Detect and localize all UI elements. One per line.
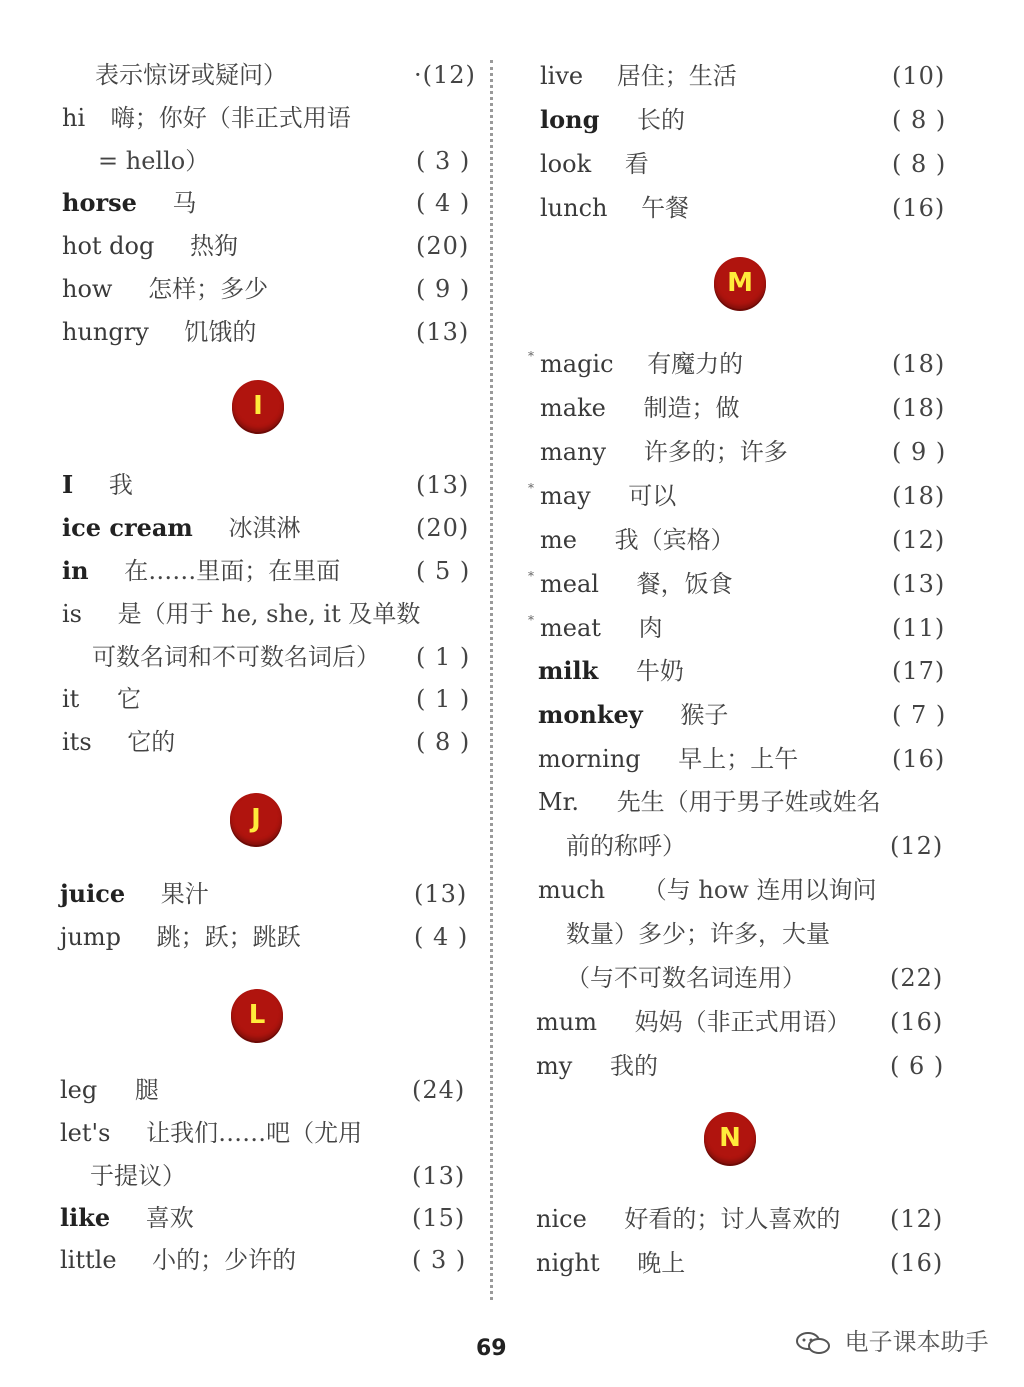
entry-page: ( 8 )	[892, 150, 947, 178]
entry-meaning: 午餐	[641, 194, 690, 222]
entry-meaning: 餐，饭食	[636, 570, 733, 598]
entry-page: ( 1 )	[416, 643, 471, 671]
entry-meaning: 果汁	[160, 880, 209, 908]
entry-meaning: 看	[624, 150, 649, 178]
entry-word: nice	[536, 1205, 587, 1233]
entry-page: (11)	[892, 614, 946, 642]
entry-word: many	[540, 438, 607, 466]
entry-page: (18)	[892, 350, 946, 378]
list-item	[528, 608, 663, 648]
entry-meaning: 怎样；多少	[148, 275, 269, 303]
entry-word: make	[540, 394, 606, 422]
entry-meaning: 肉	[638, 614, 663, 642]
list-item	[62, 508, 300, 548]
entry-meaning: 制造；做	[643, 394, 740, 422]
list-item	[92, 637, 380, 677]
section-letter-badge-n: N	[704, 1112, 756, 1164]
list-item	[536, 1199, 840, 1239]
entry-meaning: 在……里面；在里面	[124, 557, 341, 585]
list-item	[566, 826, 686, 866]
entry-meaning: 有魔力的	[647, 350, 744, 378]
entry-meaning: 可数名词和不可数名词后）	[92, 643, 380, 671]
entry-word: meat	[540, 614, 601, 642]
entry-word: hi	[62, 104, 86, 132]
entry-word: morning	[538, 745, 641, 773]
entry-meaning: 前的称呼）	[566, 832, 686, 860]
entry-page: (24)	[412, 1076, 466, 1104]
entry-page: ( 7 )	[892, 701, 947, 729]
entry-meaning: 嗨；你好（非正式用语	[110, 104, 351, 132]
entry-word: my	[536, 1052, 573, 1080]
list-item	[538, 651, 684, 691]
list-item	[60, 1113, 362, 1153]
entry-page: (13)	[414, 880, 468, 908]
entry-page: (13)	[892, 570, 946, 598]
list-item	[60, 1240, 296, 1280]
list-item	[536, 1046, 658, 1086]
entry-page: ( 9 )	[416, 275, 471, 303]
entry-meaning: 表示惊讶或疑问）	[95, 61, 287, 89]
list-item	[62, 722, 175, 762]
entry-meaning: 跳；跃；跳跃	[156, 923, 301, 951]
entry-page: ( 3 )	[416, 147, 471, 175]
list-item	[540, 520, 735, 560]
list-item	[95, 55, 287, 95]
entry-page: (20)	[416, 514, 470, 542]
entry-page: (12)	[890, 832, 944, 860]
list-item	[62, 183, 197, 223]
list-item	[60, 874, 209, 914]
entry-meaning: 好看的；讨人喜欢的	[624, 1205, 841, 1233]
entry-meaning: 腿	[134, 1076, 159, 1104]
entry-page: ( 8 )	[416, 728, 471, 756]
entry-meaning: 是（用于 he, she, it 及单数	[117, 600, 421, 628]
entry-page: (13)	[412, 1162, 466, 1190]
entry-meaning: 喜欢	[145, 1204, 194, 1232]
page-number: 69	[476, 1336, 507, 1361]
entry-page: (12)	[892, 526, 946, 554]
list-item	[62, 594, 420, 634]
entry-page: (10)	[892, 62, 946, 90]
entry-page: ·(12)	[414, 61, 476, 89]
entry-word: hungry	[62, 318, 149, 346]
list-item	[566, 958, 806, 998]
entry-meaning: 我（宾格）	[614, 526, 735, 554]
entry-word: milk	[538, 656, 599, 685]
list-item	[62, 679, 141, 719]
entry-page: (18)	[892, 394, 946, 422]
entry-meaning: 居住；生活	[616, 62, 737, 90]
entry-page: (13)	[416, 471, 470, 499]
entry-word: much	[538, 876, 606, 904]
entry-word: meal	[540, 570, 599, 598]
entry-word: night	[536, 1249, 600, 1277]
entry-word: it	[62, 685, 80, 713]
entry-word: Mr.	[538, 788, 580, 816]
list-item	[62, 312, 256, 352]
entry-word: live	[540, 62, 584, 90]
list-item	[90, 1156, 186, 1196]
entry-word: juice	[60, 879, 126, 908]
entry-word: like	[60, 1203, 111, 1232]
entry-meaning: （与 how 连用以询问	[642, 876, 877, 904]
section-letter-badge-i: I	[232, 380, 284, 432]
list-item	[60, 1198, 194, 1238]
entry-page: ( 9 )	[892, 438, 947, 466]
entry-page: (16)	[890, 1008, 944, 1036]
section-letter-badge-j: J	[230, 793, 282, 845]
section-letter-badge-l: L	[231, 989, 283, 1041]
list-item	[538, 782, 881, 822]
entry-page: ( 6 )	[890, 1052, 945, 1080]
watermark	[795, 1322, 989, 1357]
entry-page: (16)	[892, 745, 946, 773]
list-item	[540, 144, 649, 184]
star-mark: *	[528, 569, 534, 583]
entry-meaning: 先生（用于男子姓或姓名	[616, 788, 881, 816]
list-item	[528, 344, 744, 384]
entry-meaning: 妈妈（非正式用语）	[634, 1008, 851, 1036]
entry-word: its	[62, 728, 92, 756]
chat-bubbles-icon	[795, 1330, 831, 1356]
entry-page: (20)	[416, 232, 470, 260]
entry-word: mum	[536, 1008, 597, 1036]
list-item	[62, 226, 238, 266]
entry-meaning: 数量）多少；许多，大量	[566, 920, 830, 948]
column-divider	[490, 60, 493, 1300]
list-item	[538, 739, 798, 779]
entry-word: let's	[60, 1119, 111, 1147]
entry-word: how	[62, 275, 113, 303]
entry-page: (17)	[892, 657, 946, 685]
list-item	[62, 98, 351, 138]
list-item	[62, 465, 133, 505]
entry-meaning: 牛奶	[635, 657, 684, 685]
entry-page: (16)	[892, 194, 946, 222]
list-item	[528, 476, 677, 516]
entry-meaning: 热狗	[190, 232, 238, 260]
list-item	[540, 432, 788, 472]
entry-meaning: 冰淇淋	[228, 514, 301, 542]
list-item	[536, 1002, 851, 1042]
entry-word: horse	[62, 188, 137, 217]
list-item	[98, 141, 209, 181]
entry-word: may	[540, 482, 591, 510]
entry-meaning: 于提议）	[90, 1162, 186, 1190]
entry-meaning: 许多的；许多	[643, 438, 788, 466]
entry-meaning: 饥饿的	[184, 318, 257, 346]
entry-meaning: 猴子	[680, 701, 729, 729]
entry-page: ( 5 )	[416, 557, 471, 585]
entry-meaning: = hello）	[98, 147, 210, 175]
entry-page: (16)	[890, 1249, 944, 1277]
list-item	[538, 695, 728, 735]
entry-word: jump	[60, 923, 122, 951]
entry-meaning: 我的	[609, 1052, 658, 1080]
entry-page: (22)	[890, 964, 944, 992]
entry-word: I	[62, 470, 74, 499]
entry-meaning: 早上；上午	[678, 745, 799, 773]
entry-word: long	[540, 105, 600, 134]
entry-page: (12)	[890, 1205, 944, 1233]
entry-word: little	[60, 1246, 117, 1274]
list-item	[540, 388, 739, 428]
watermark-text: 电子课本助手	[844, 1328, 989, 1356]
entry-meaning: 我	[108, 471, 133, 499]
entry-meaning: 可以	[628, 482, 677, 510]
entry-meaning: 让我们……吧（尤用	[146, 1119, 363, 1147]
entry-meaning: 它	[116, 685, 141, 713]
list-item	[62, 269, 268, 309]
entry-word: leg	[60, 1076, 98, 1104]
section-letter-badge-m: M	[714, 257, 766, 309]
entry-word: in	[62, 556, 89, 585]
entry-word: ice cream	[62, 513, 193, 542]
list-item	[60, 917, 301, 957]
entry-word: magic	[540, 350, 614, 378]
star-mark: *	[528, 613, 534, 627]
list-item	[540, 56, 737, 96]
list-item	[528, 564, 733, 604]
star-mark: *	[528, 349, 534, 363]
list-item	[62, 551, 340, 591]
entry-word: is	[62, 600, 82, 628]
entry-word: look	[540, 150, 592, 178]
entry-page: ( 1 )	[416, 685, 471, 713]
entry-page: (13)	[416, 318, 470, 346]
entry-word: monkey	[538, 700, 643, 729]
entry-page: ( 4 )	[414, 923, 469, 951]
list-item	[566, 914, 830, 954]
entry-page: ( 4 )	[416, 189, 471, 217]
entry-meaning: 它的	[127, 728, 176, 756]
entry-word: lunch	[540, 194, 608, 222]
list-item	[536, 1243, 685, 1283]
entry-word: hot dog	[62, 232, 155, 260]
entry-meaning: 小的；少许的	[152, 1246, 297, 1274]
entry-meaning: 长的	[637, 106, 685, 134]
entry-page: (18)	[892, 482, 946, 510]
entry-word: me	[540, 526, 577, 554]
entry-meaning: （与不可数名词连用）	[566, 964, 806, 992]
star-mark: *	[528, 481, 534, 495]
entry-meaning: 马	[172, 189, 197, 217]
entry-page: (15)	[412, 1204, 466, 1232]
list-item	[60, 1070, 159, 1110]
list-item	[540, 100, 685, 140]
list-item	[540, 188, 689, 228]
entry-meaning: 晚上	[637, 1249, 686, 1277]
entry-page: ( 8 )	[892, 106, 947, 134]
list-item	[538, 870, 876, 910]
entry-page: ( 3 )	[412, 1246, 467, 1274]
